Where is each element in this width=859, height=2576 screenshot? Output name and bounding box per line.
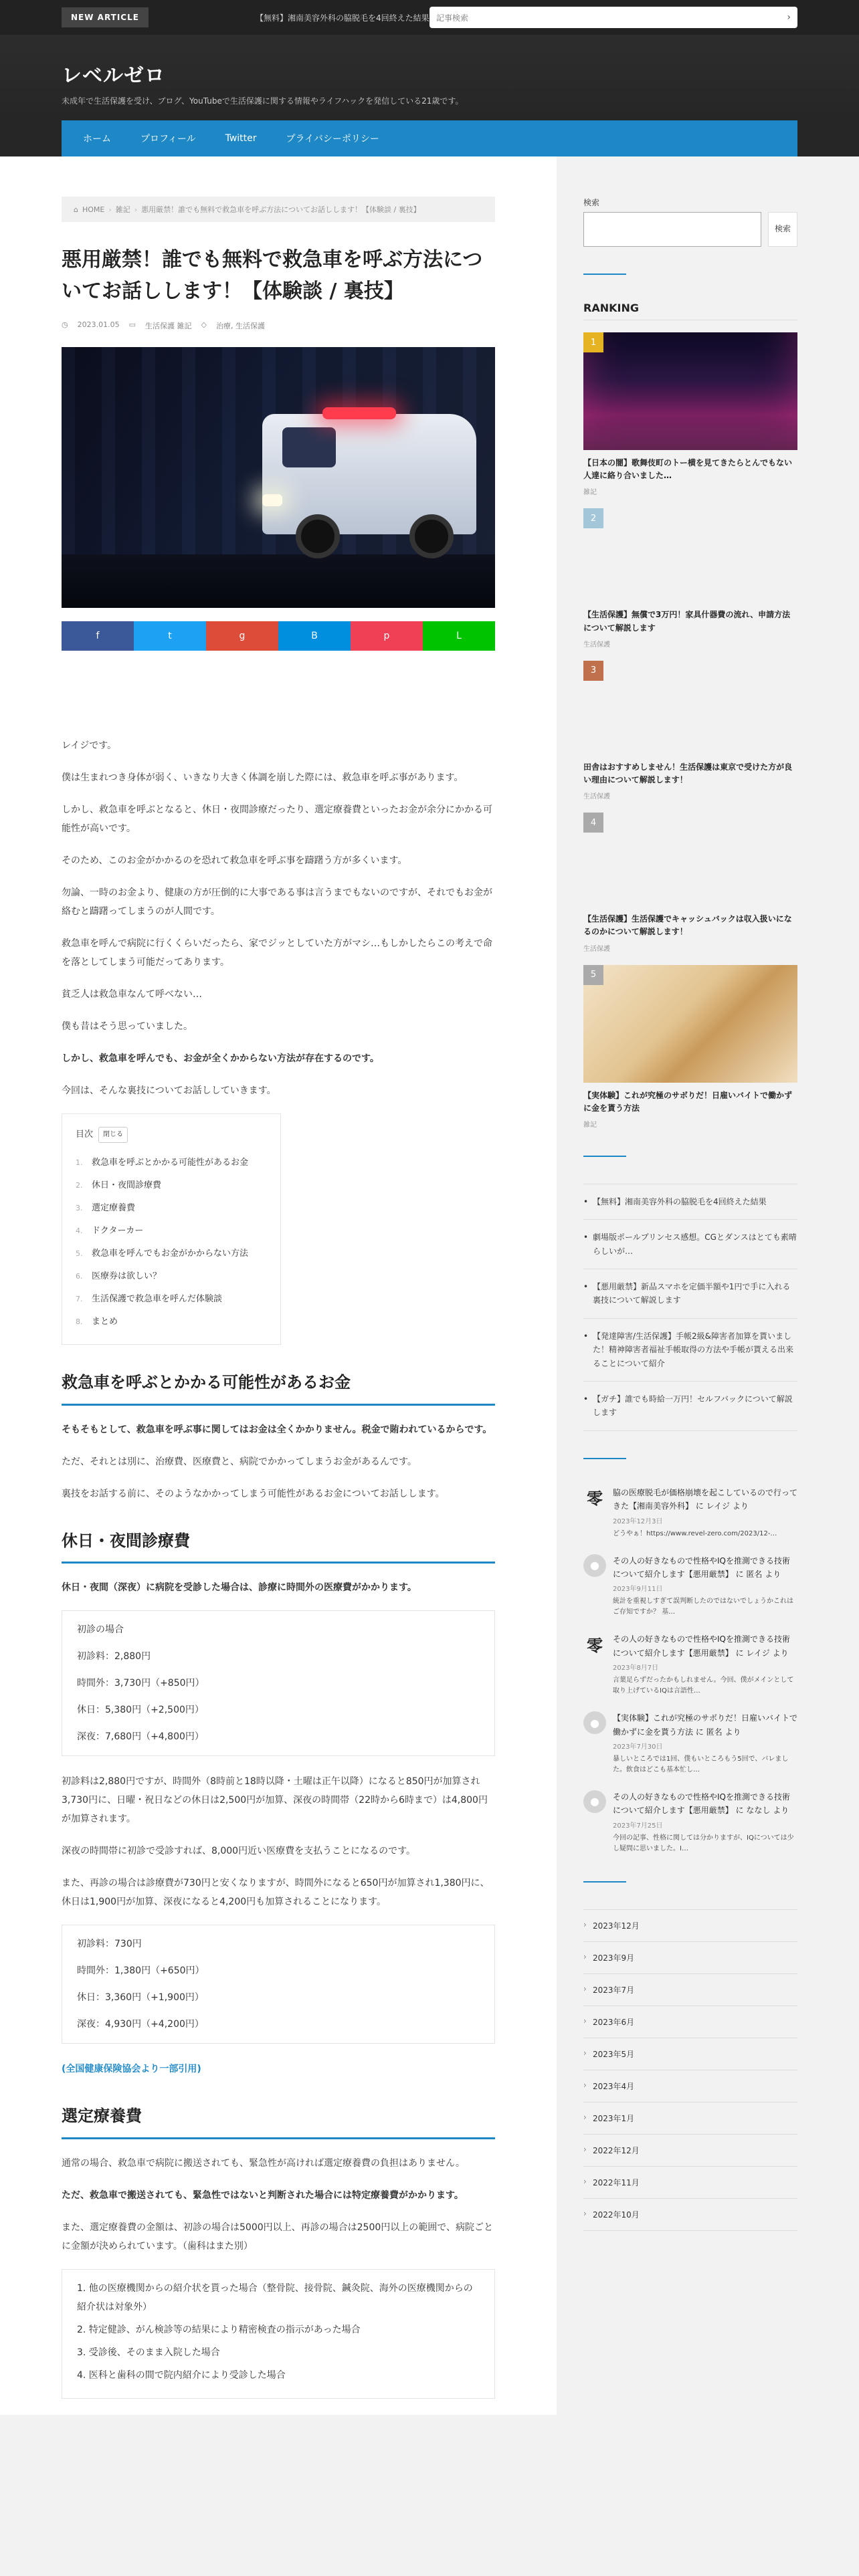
avatar: 零 [587,1489,603,1509]
ranking-list [583,332,797,1129]
chevron-right-icon[interactable]: › [787,12,791,23]
breadcrumb-separator: › [134,205,138,214]
ranking-item-title[interactable]: 【生活保護】無償で3万円！家具什器費の流れ、申請方法について解説します [583,610,791,633]
fee-box-first-visit [62,1610,495,1756]
fee-line: 時間外：3,730円（+850円） [77,1678,205,1689]
archive-link[interactable]: › 2023年4月 [583,2070,797,2103]
comment-title[interactable]: その人の好きなもので性格やIQを推測できる技術について紹介します【悪用厳禁】 に 匿名 より [613,1555,790,1579]
recent-post-link[interactable]: • 【無料】湘南美容外科の脇脱毛を4回終えた結果 [583,1184,797,1220]
toc-link[interactable]: 救急車を呼ぶとかかる可能性があるお金 [92,1158,249,1168]
comment-item [583,1790,797,1854]
fee-line: 深夜：7,680円（+4,800円） [77,1731,204,1743]
recent-post-link[interactable]: • 【発達障害/生活保護】手帳2級&障害者加算を貰いました！精神障害者福祉手帳取得の方法や手帳が貰える出来ることについて紹介 [583,1319,797,1382]
paragraph: ただ、救急車で搬送されても、緊急性ではないと判断された場合には特定療養費がかかります。 [62,2189,464,2201]
toc-item[interactable] [76,1265,267,1288]
archive-link[interactable]: › 2023年12月 [583,1910,797,1942]
recent-post-link[interactable]: • 【ガチ】誰でも時給一万円！セルフバックについて解説します [583,1382,797,1431]
ranking-item-category[interactable]: 生活保護 [583,641,610,649]
rank-number-badge: 4 [583,813,603,833]
main-content [0,156,557,2415]
avatar: ● [583,1790,606,1813]
archive-link[interactable]: › 2022年12月 [583,2135,797,2167]
comment-title[interactable]: 脇の医療脱毛が価格崩壊を起こしているので行ってきた【湘南美容外科】 に レイジ より [613,1487,798,1511]
paragraph: 通常の場合、救急車で病院に搬送されても、緊急性が高ければ選定療養費の負担はありません。 [62,2157,465,2169]
toc-link[interactable]: 選定療養費 [92,1203,136,1213]
comment-excerpt: どうやぁ！https://www.revel-zero.com/2023/12-… [613,1529,777,1537]
hatena-icon[interactable]: B [278,621,351,651]
avatar: ● [583,1711,606,1734]
comment-date: 2023年7月25日 [613,1822,663,1830]
ranking-item[interactable] [583,332,797,496]
divider [583,1881,626,1883]
new-article-badge: NEW ARTICLE [62,7,149,27]
ranking-item-title[interactable]: 【生活保護】生活保護でキャッシュバックは収入扱いになるのかについて解説します！ [583,914,792,937]
toc-link[interactable]: 医療券は欲しい？ [92,1271,162,1281]
paragraph: レイジです。 [62,740,117,751]
toc-link[interactable]: 救急車を呼んでもお金がかからない方法 [92,1249,249,1259]
rank-number-badge: 5 [583,965,603,985]
fee-line: 初診の場合 [77,1624,124,1636]
paragraph: 救急車を呼んで病院に行くくらいだったら、家でジッとしていた方がマシ…もしかしたらこの考えで命を落としてしまう可能だってあります。 [62,938,492,968]
post-title: 悪用厳禁！誰でも無料で救急車を呼ぶ方法についてお話しします！【体験談 / 裏技】 [62,248,483,303]
toc-item[interactable] [76,1243,267,1265]
paragraph: 裏技をお話する前に、そのようなかかってしまう可能性があるお金についてお話しします。 [62,1488,445,1499]
list-item: 3. 受診後、そのまま入院した場合 [77,2347,220,2358]
breadcrumb-separator: › [108,205,112,214]
fee-line: 休日：3,360円（+1,900円） [77,1992,204,2004]
toc-number: 8. [76,1317,83,1326]
ranking-item[interactable] [583,813,797,952]
condition-list-box [62,2269,495,2399]
header-search-placeholder: 記事検索 [436,13,469,23]
comment-date: 2023年8月7日 [613,1665,659,1673]
section-heading: 救急車を呼ぶとかかる可能性があるお金 [62,1372,495,1406]
ranking-item-title[interactable]: 田舎はおすすめしません！生活保護は東京で受けた方が良い理由について解説します！ [583,762,793,784]
divider [583,1458,626,1459]
toc-label: 目次 [76,1130,94,1140]
avatar: ● [583,1554,606,1577]
rank-number-badge: 2 [583,508,603,528]
comment-body [613,1486,797,1539]
comment-title[interactable]: その人の好きなもので性格やIQを推測できる技術について紹介します【悪用厳禁】 に ななし より [613,1792,790,1816]
source-link[interactable]: (全国健康保険協会より一部引用) [62,2064,201,2075]
comment-item [583,1486,797,1539]
ranking-image-placeholder [583,661,797,754]
clock-icon: ◷ [62,320,68,329]
nav-item-privacy-policy[interactable]: プライバシーポリシー [286,134,379,144]
ranking-title: RANKING [583,302,797,320]
fee-line: 休日：5,380円（+2,500円） [77,1705,204,1716]
list-item: 2. 特定健診、がん検診等の結果により精密検査の指示があった場合 [77,2324,361,2335]
ranking-item[interactable] [583,661,797,800]
paragraph: また、選定療養費の金額は、初診の場合は5000円以上、再診の場合は2500円以上の範囲で、病院ごとに金額が決められています。（歯科はまた別） [62,2222,493,2252]
toc-number: 2. [76,1181,83,1190]
sidebar-search-button[interactable]: 検索 [768,212,797,247]
comment-excerpt: 今回の記事、性格に関しては分かりますが、IQについては少し疑問に思いました。I… [613,1834,794,1852]
ranking-item[interactable] [583,965,797,1129]
ranking-thumbnail-city[interactable] [583,332,797,450]
archive-link[interactable]: › 2023年6月 [583,2006,797,2038]
comment-body [613,1554,797,1618]
fee-line: 深夜：4,930円（+4,200円） [77,2019,204,2030]
comment-date: 2023年9月11日 [613,1586,663,1594]
recent-comments [583,1486,797,1854]
breadcrumb-category[interactable]: 雑記 [115,205,130,214]
site-description: 未成年で生活保護を受け、ブログ、YouTubeで生活保護に関する情報やライフハックを発信している21歳です。 [62,96,464,106]
recent-post-link[interactable]: • 劇場版ポールプリンセス感想。CGとダンスはとても素晴らしいが… [583,1220,797,1269]
paragraph: 僕も昔はそう思っていました。 [62,1021,193,1032]
paragraph: また、再診の場合は診療費が730円と安くなりますが、時間外になると650円が加算され1,380円に、休日は1,900円が加算、深夜になると4,200円も加算されることになります。 [62,1878,490,1908]
pocket-icon[interactable]: p [351,621,423,651]
hero-image-ambulance [62,347,495,608]
divider [583,274,626,275]
breadcrumb [62,197,495,222]
nav-item-twitter[interactable]: Twitter [225,133,257,144]
ranking-item-category[interactable]: 雑記 [583,489,597,497]
section-heading: 休日・夜間診療費 [62,1530,495,1564]
toc-number: 7. [76,1295,83,1303]
archive-link[interactable]: › 2023年5月 [583,2038,797,2070]
toc-link[interactable]: 生活保護で救急車を呼んだ体験談 [92,1294,223,1304]
archive-link[interactable]: › 2023年7月 [583,1974,797,2006]
comment-item [583,1554,797,1618]
fee-box-revisit [62,1925,495,2044]
archive-link[interactable]: › 2022年10月 [583,2199,797,2231]
toc-number: 4. [76,1226,83,1235]
ranking-image-placeholder [583,508,797,602]
toc-number: 6. [76,1272,83,1281]
sidebar-search-input[interactable] [583,212,761,247]
fee-line: 初診料：2,880円 [77,1651,151,1662]
rank-number-badge: 1 [583,332,603,352]
archive-list [583,1909,797,2231]
sidebar [557,156,859,2415]
toc-link[interactable]: 休日・夜間診療費 [92,1180,162,1190]
archive-link[interactable]: › 2023年9月 [583,1942,797,1974]
toc-close-button[interactable]: 閉じる [98,1127,128,1143]
nav-item-profile[interactable]: プロフィール [140,134,196,144]
header-search-input[interactable] [430,7,797,28]
home-icon: ⌂ [74,205,78,214]
ranking-item[interactable] [583,508,797,648]
paragraph: 休日・夜間（深夜）に病院を受診した場合は、診療に時間外の医療費がかかります。 [62,1582,417,1594]
post-meta [62,320,495,331]
comment-date: 2023年12月3日 [613,1517,663,1525]
toc-item[interactable] [76,1288,267,1311]
ranking-thumbnail-box[interactable] [583,965,797,1083]
comment-excerpt: 統計を重視しすぎて誤判断したのではないでしょうかこれはご存知ですか？ 基… [613,1598,793,1616]
recent-posts-list [583,1184,797,1431]
toc-link[interactable]: ドクターカー [92,1226,144,1236]
toc-number: 3. [76,1204,83,1212]
list-item: 4. 医科と歯科の間で院内紹介により受診した場合 [77,2369,286,2381]
intro-paragraphs [62,736,495,1100]
comment-body [613,1632,797,1697]
toc-item[interactable] [76,1197,267,1220]
ranking-item-title[interactable]: 【実体験】これが究極のサボりだ！日雇いバイトで働かずに金を貰う方法 [583,1090,793,1113]
toc-list [76,1152,267,1333]
sidebar-search-label: 検索 [583,198,600,207]
fee-line: 初診料：730円 [77,1939,142,1950]
paragraph: 貧乏人は救急車なんて呼べない… [62,989,202,1000]
ranking-image-placeholder [583,813,797,906]
toc-item[interactable] [76,1311,267,1333]
section-heading: 選定療養費 [62,2105,495,2139]
avatar: 零 [587,1635,603,1655]
fee-line: 時間外：1,380円（+650円） [77,1965,205,1977]
comment-title[interactable]: 【実体験】これが究極のサボりだ！日雇いバイトで働かずに金を貰う方法 に 匿名 より [613,1713,798,1737]
ranking-item-category[interactable]: 生活保護 [583,945,610,953]
rank-number-badge: 3 [583,661,603,681]
comment-item [583,1711,797,1776]
comment-item [583,1632,797,1697]
new-article-ticker[interactable]: 【無料】湘南美容外科の脇脱毛を4回終えた結果 [255,13,430,23]
comment-excerpt: 言葉足らずだったかもしれません。今回、僕がメインとして取り上げているIQは言語性… [613,1677,794,1695]
comment-body [613,1711,797,1776]
post-category[interactable]: 生活保護 雑記 [145,322,192,330]
global-nav [62,120,797,156]
twitter-icon[interactable]: t [134,621,206,651]
site-header [0,35,859,120]
paragraph: ただ、それとは別に、治療費、医療費と、病院でかかってしまうお金があるんです。 [62,1456,417,1467]
paragraph: しかし、救急車を呼ぶとなると、休日・夜間診療だったり、選定療養費といったお金が余分にかかる可能性が高いです。 [62,804,492,834]
archive-link[interactable]: › 2023年1月 [583,2103,797,2135]
archive-link[interactable]: › 2022年11月 [583,2167,797,2199]
comment-title[interactable]: その人の好きなもので性格やIQを推測できる技術について紹介します【悪用厳禁】 に レイジ より [613,1634,790,1658]
folder-icon: ▭ [128,320,136,329]
paragraph: そもそもとして、救急車を呼ぶ事に関してはお金は全くかかりません。税金で賄われているからです。 [62,1424,492,1435]
recent-post-link[interactable]: • 【悪用厳禁】新品スマホを定価半額や1円で手に入れる裏技について解説します [583,1269,797,1319]
post-tags[interactable]: 治療, 生活保護 [215,322,265,330]
paragraph: 今回は、そんな裏技についてお話ししていきます。 [62,1085,276,1096]
breadcrumb-current: 悪用厳禁！誰でも無料で救急車を呼ぶ方法についてお話しします！【体験談 / 裏技】 [141,205,421,214]
ranking-item-category[interactable]: 生活保護 [583,793,610,801]
toc-item[interactable] [76,1174,267,1197]
ranking-item-category[interactable]: 雑記 [583,1121,597,1129]
paragraph: 僕は生まれつき身体が弱く、いきなり大きく体調を崩した際には、救急車を呼ぶ事があります。 [62,772,464,783]
toc-number: 5. [76,1249,83,1258]
table-of-contents [62,1113,281,1345]
line-icon[interactable]: L [423,621,495,651]
toc-link[interactable]: まとめ [92,1317,118,1327]
paragraph: 勿論、一時のお金より、健康の方が圧倒的に大事である事は言うまでもないのですが、それでもお金が絡むと躊躇ってしまうのが人間です。 [62,887,492,917]
list-item: 1. 他の医療機関からの紹介状を貰った場合（整骨院、接骨院、鍼灸院、海外の医療機関からの紹介状は対象外） [77,2282,473,2313]
google-icon[interactable]: g [206,621,278,651]
top-bar [0,0,859,35]
nav-item-home[interactable]: ホーム [83,134,111,144]
site-title[interactable]: レベルゼロ [62,64,165,88]
comment-date: 2023年7月30日 [613,1743,663,1751]
paragraph: 深夜の時間帯に初診で受診すれば、8,000円近い医療費を支払うことになるのです。 [62,1846,415,1857]
comment-excerpt: 暴しいところでは1回、僕もいところもう5回で、バレました。飲食はどこも基本忙し… [613,1755,789,1774]
article-body [62,736,495,2399]
paragraph: 初診料は2,880円ですが、時間外（8時前と18時以降・土曜は正午以降）になると850円が加算され3,730円に、日曜・祝日などの休日は2,500円が加算、深夜の時間帯（22時から6時まで）は4,800円が加算されます。 [62,1776,488,1825]
share-buttons [62,621,495,651]
post-date: 2023.01.05 [77,320,120,329]
toc-number: 1. [76,1158,83,1167]
ranking-item-title[interactable]: 【日本の闇】歌舞伎町のトー横を見てきたらとんでもない人達に絡り合いました… [583,458,793,481]
toc-item[interactable] [76,1152,267,1174]
paragraph: そのため、このお金がかかるのを恐れて救急車を呼ぶ事を躊躇う方が多くいます。 [62,855,407,866]
tag-icon: ◇ [201,320,207,329]
comment-body [613,1790,797,1854]
facebook-icon[interactable]: f [62,621,134,651]
breadcrumb-home[interactable]: HOME [82,205,105,214]
paragraph: しかし、救急車を呼んでも、お金が全くかからない方法が存在するのです。 [62,1053,379,1064]
toc-item[interactable] [76,1220,267,1243]
divider [583,1156,626,1157]
